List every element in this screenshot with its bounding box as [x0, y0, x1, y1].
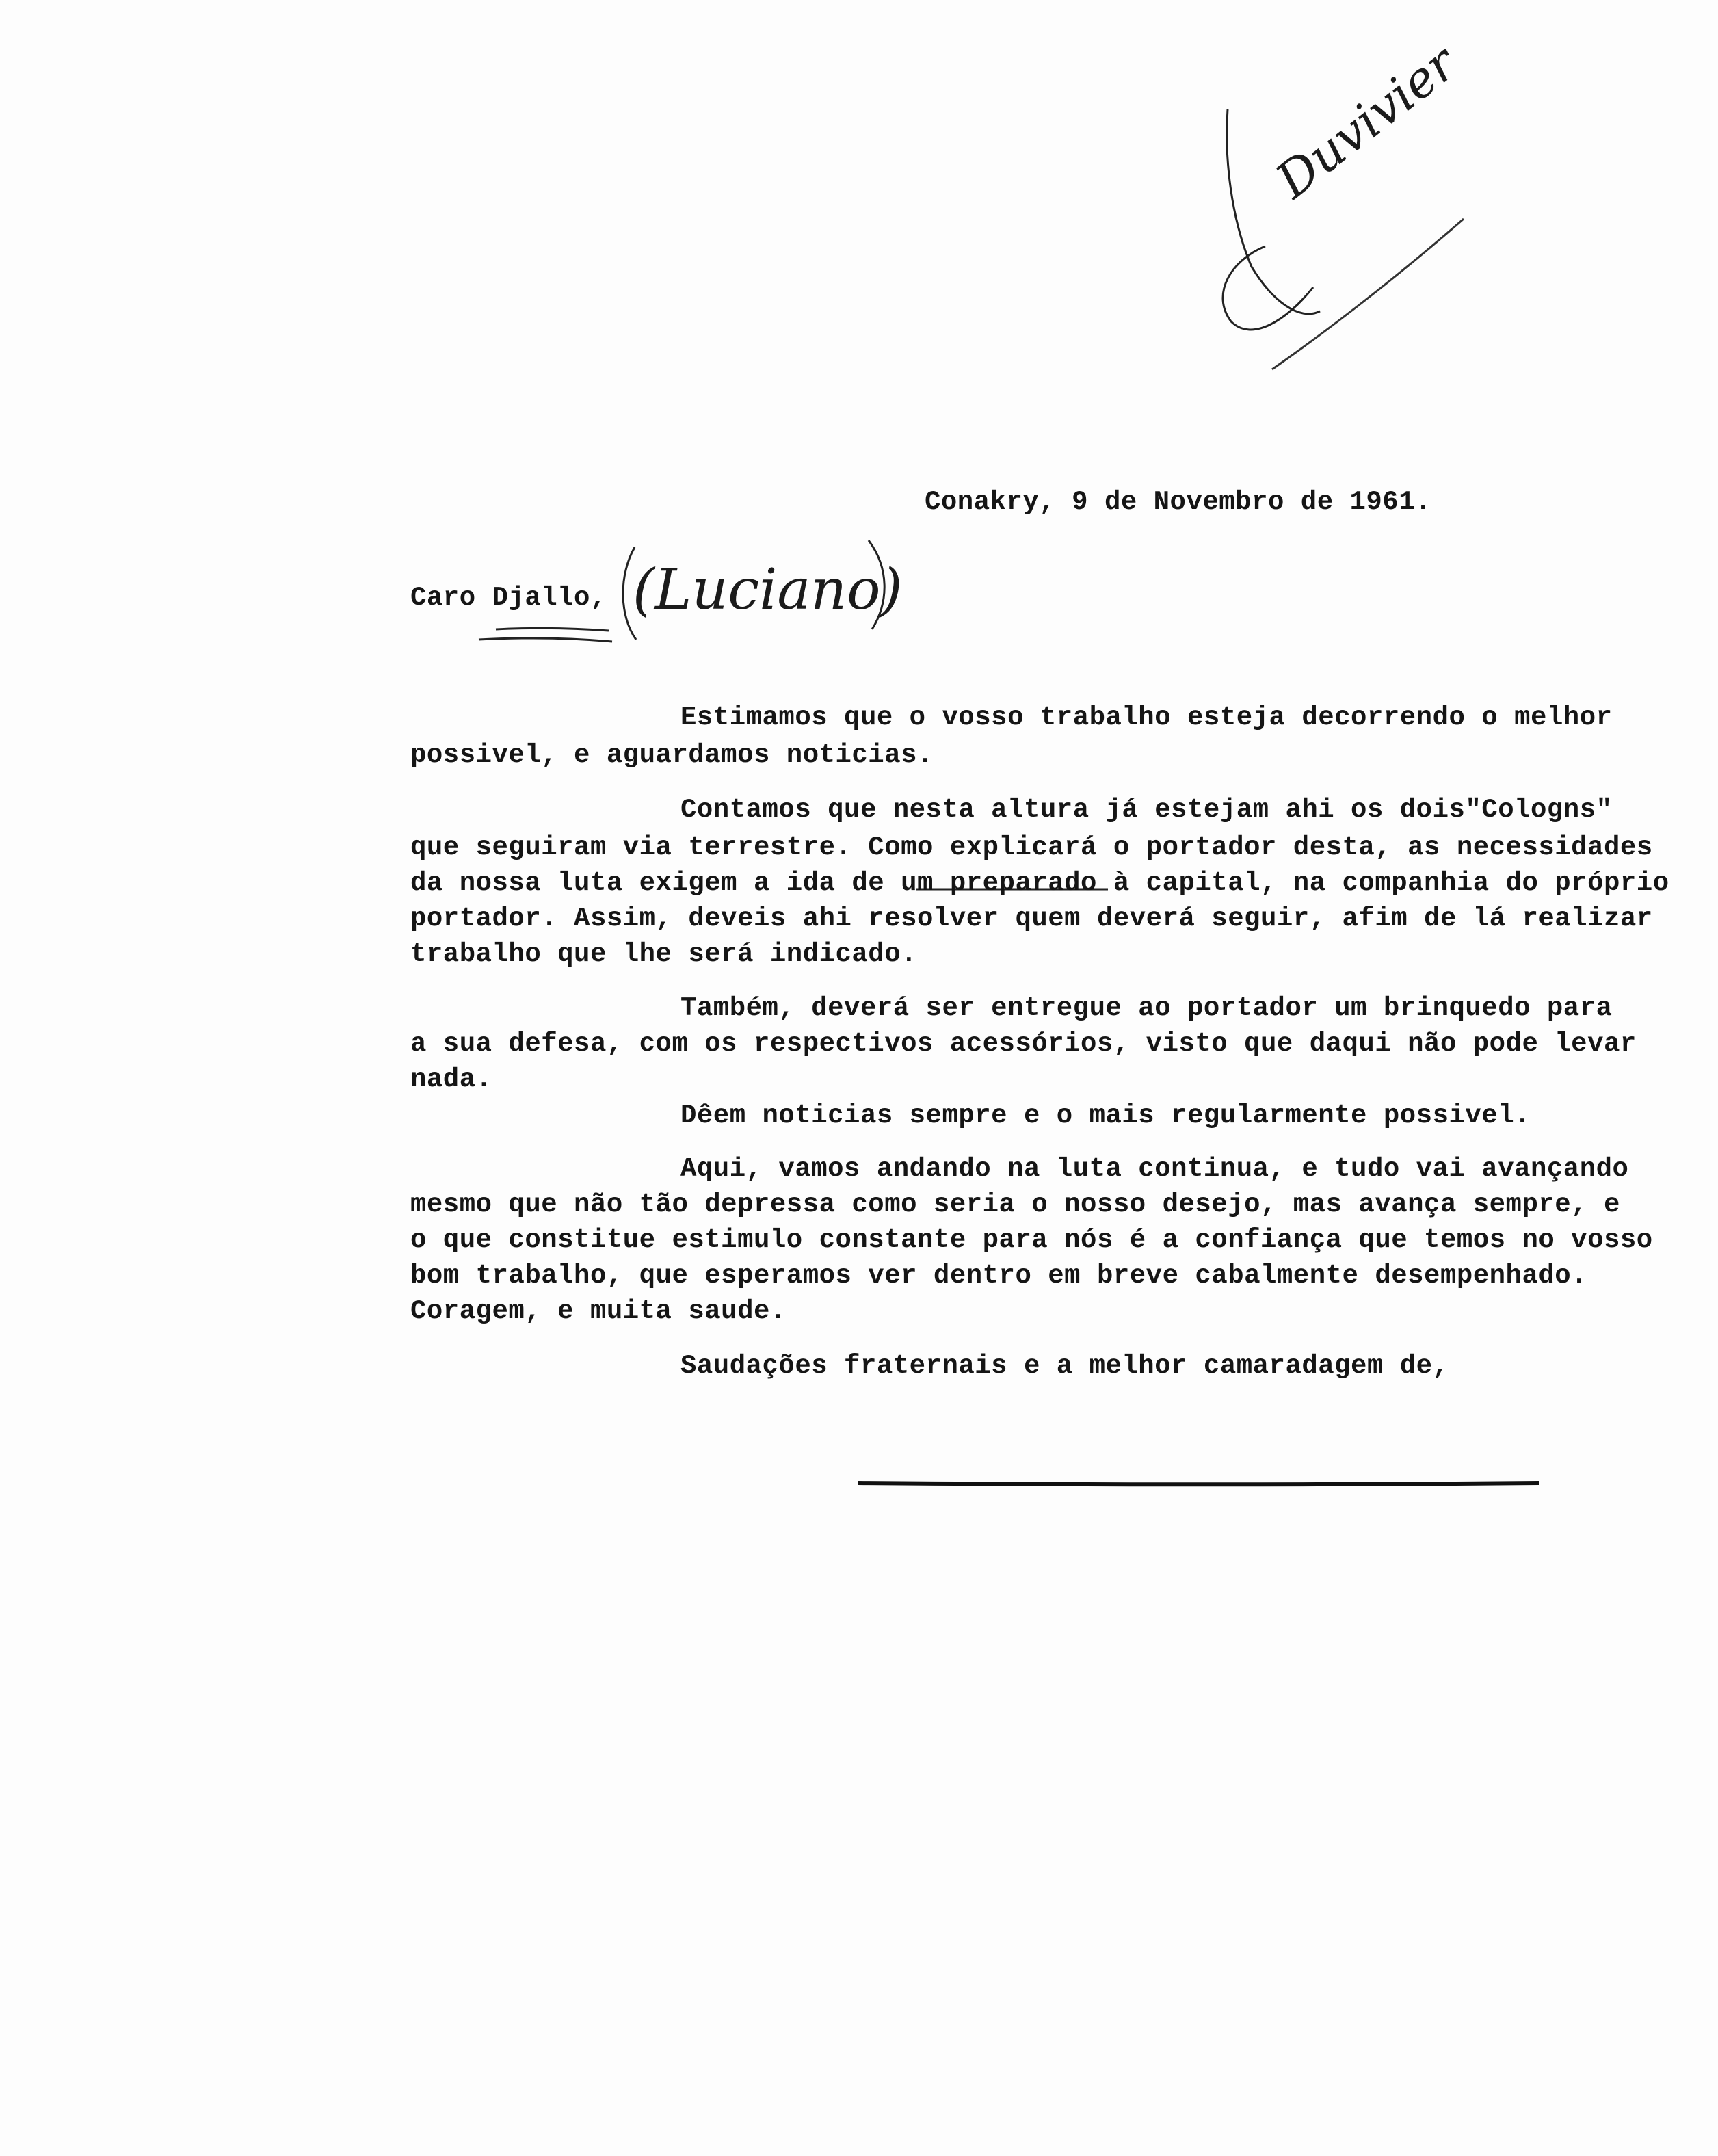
- date-line: Conakry, 9 de Novembro de 1961.: [925, 487, 1432, 517]
- p4-line1: Dêem noticias sempre e o mais regularmente possivel.: [680, 1101, 1531, 1131]
- p3-line2: a sua defesa, com os respectivos acessórios, visto que daqui não pode levar: [410, 1029, 1637, 1059]
- annotation-curve: [1223, 246, 1313, 330]
- p3-line3: nada.: [410, 1064, 492, 1094]
- p2-line3: da nossa luta exigem a ida de um preparado à capital, na companhia do próprio: [410, 868, 1669, 898]
- annotation-underline: [1272, 219, 1464, 369]
- salutation-underline-1: [496, 628, 609, 631]
- p3-line1: Também, deverá ser entregue ao portador um brinquedo para: [680, 993, 1613, 1023]
- salutation-underline-2: [479, 638, 612, 642]
- p5-line3: o que constitue estimulo constante para nós é a confiança que temos no vosso: [410, 1225, 1653, 1255]
- p5-line4: bom trabalho, que esperamos ver dentro em breve cabalmente desempenhado.: [410, 1261, 1588, 1291]
- top-annotation: Duvivier: [1265, 34, 1467, 210]
- p2-line4: portador. Assim, deveis ahi resolver quem deverá seguir, afim de lá realizar: [410, 904, 1653, 934]
- p5-line1: Aqui, vamos andando na luta continua, e tudo vai avançando: [680, 1154, 1629, 1184]
- p5-line2: mesmo que não tão depressa como seria o nosso desejo, mas avança sempre, e: [410, 1189, 1620, 1220]
- p1-line2: possivel, e aguardamos noticias.: [410, 740, 934, 770]
- p2-line5: trabalho que lhe será indicado.: [410, 939, 918, 969]
- p2-line2: que seguiram via terrestre. Como explicará o portador desta, as necessidades: [410, 832, 1653, 863]
- salutation-annotation: (Luciano): [633, 557, 903, 622]
- p5-line5: Coragem, e muita saude.: [410, 1296, 787, 1326]
- p6-line1: Saudações fraternais e a melhor camaradagem de,: [680, 1351, 1449, 1381]
- salutation: Caro Djallo,: [410, 583, 607, 613]
- p1-line1: Estimamos que o vosso trabalho esteja decorrendo o melhor: [680, 702, 1613, 733]
- signature-line: [858, 1483, 1539, 1484]
- p2-line1: Contamos que nesta altura já estejam ahi os dois"Cologns": [680, 795, 1613, 825]
